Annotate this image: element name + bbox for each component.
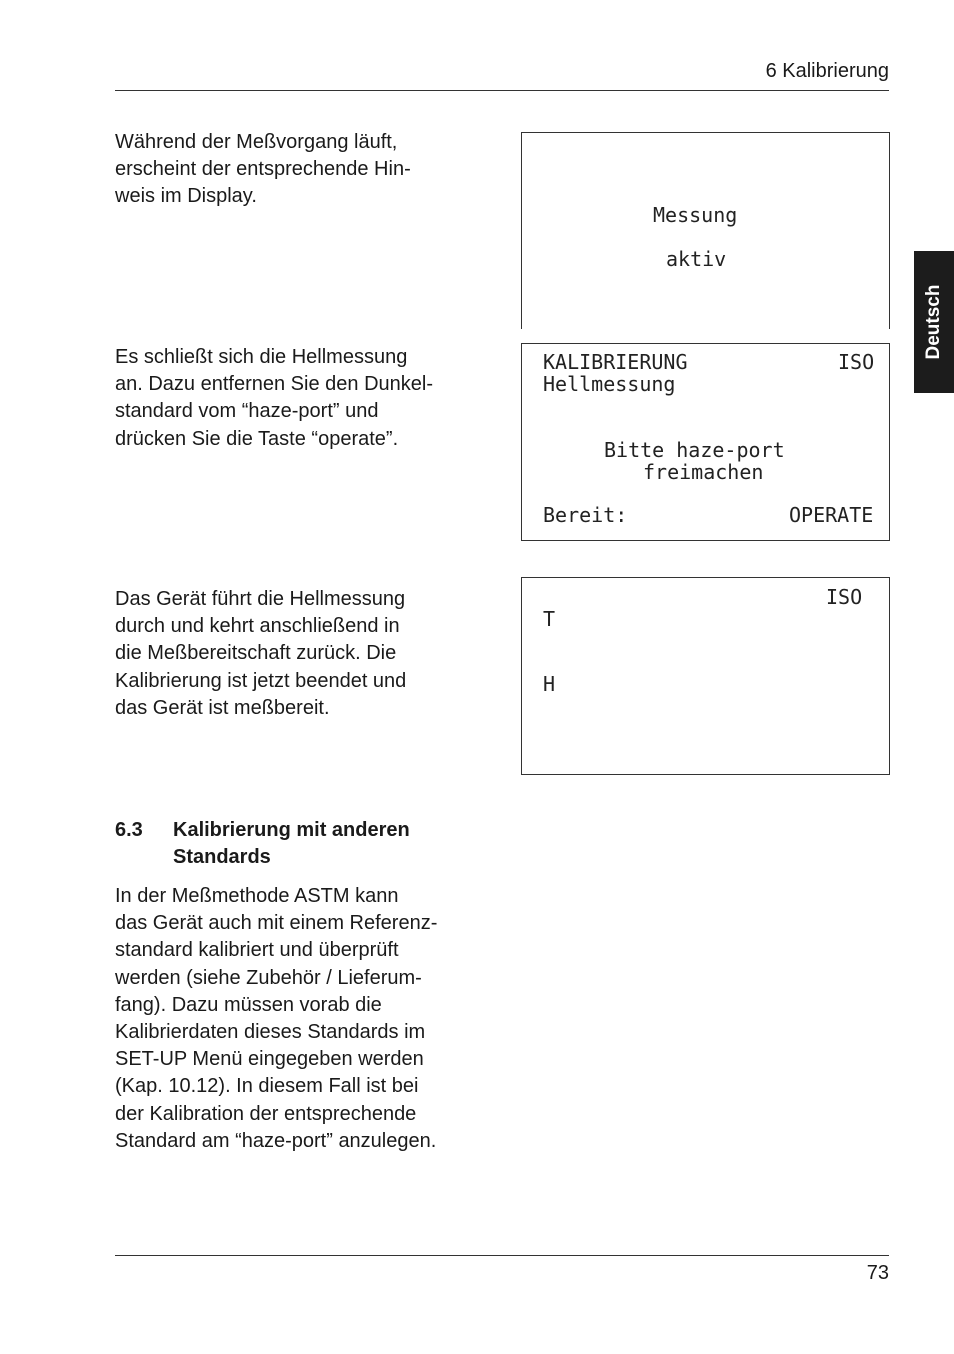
- text-line: an. Dazu entfernen Sie den Dunkel-: [115, 373, 433, 396]
- display-measuring: [521, 132, 890, 329]
- display-t-label: T: [543, 607, 556, 631]
- display-message-2: freimachen: [643, 460, 764, 484]
- text-line: Kalibrierung ist jetzt beendet und: [115, 669, 407, 692]
- chapter-title: 6 Kalibrierung: [765, 60, 889, 82]
- paragraph-measuring: [115, 129, 495, 211]
- text-line: In der Meßmethode ASTM kann: [115, 885, 399, 907]
- text-line: SET-UP Menü eingegeben werden: [115, 1048, 424, 1071]
- section-title-line-2: Standards: [173, 846, 271, 868]
- text-line: die Meßbereitschaft zurück. Die: [115, 642, 397, 665]
- text-line: Standard am “haze-port” anzulegen.: [115, 1129, 437, 1152]
- display-line-aktiv: aktiv: [666, 247, 727, 271]
- text-line: werden (siehe Zubehör / Lieferum-: [115, 966, 422, 989]
- text-line: fang). Dazu müssen vorab die: [115, 993, 382, 1016]
- text-line: standard kalibriert und überprüft: [115, 939, 399, 962]
- display-title: KALIBRIERUNG: [543, 350, 688, 374]
- text-line: der Kalibration der entsprechende: [115, 1102, 417, 1125]
- display-message-1: Bitte haze-port: [604, 438, 785, 462]
- footer-divider: [115, 1255, 889, 1256]
- text-line: drücken Sie die Taste “operate”.: [115, 427, 399, 450]
- display-mode: ISO: [838, 350, 875, 374]
- text-line: weis im Display.: [115, 185, 257, 208]
- text-line: Es schließt sich die Hellmessung: [115, 346, 408, 368]
- display-result: [521, 577, 890, 775]
- display-bright-measurement: [521, 343, 890, 541]
- paragraph-calibration-done: [115, 586, 495, 722]
- page-header: [115, 60, 889, 91]
- display-operate-key: OPERATE: [789, 503, 874, 527]
- text-line: durch und kehrt anschließend in: [115, 615, 400, 638]
- section-body: [115, 883, 495, 1155]
- text-line: Das Gerät führt die Hellmessung: [115, 588, 406, 610]
- text-line: Während der Meßvorgang läuft,: [115, 131, 398, 153]
- page-number: 73: [866, 1262, 889, 1284]
- display-ready-label: Bereit:: [543, 503, 628, 527]
- language-tab: [914, 251, 954, 393]
- text-line: das Gerät ist meßbereit.: [115, 696, 330, 719]
- display-mode: ISO: [826, 585, 863, 609]
- text-line: das Gerät auch mit einem Referenz-: [115, 912, 438, 935]
- section-title-line-1: Kalibrierung mit anderen: [173, 819, 410, 841]
- text-line: (Kap. 10.12). In diesem Fall ist bei: [115, 1075, 419, 1098]
- language-tab-label: Deutsch: [923, 284, 944, 360]
- display-subtitle: Hellmessung: [543, 372, 676, 396]
- display-line-messung: Messung: [653, 203, 738, 227]
- text-line: standard vom “haze-port” und: [115, 400, 379, 423]
- display-h-label: H: [543, 672, 556, 696]
- text-line: Kalibrierdaten dieses Standards im: [115, 1021, 426, 1044]
- paragraph-bright-measurement: [115, 344, 495, 453]
- section-number: 6.3: [115, 819, 143, 841]
- text-line: erscheint der entsprechende Hin-: [115, 158, 411, 181]
